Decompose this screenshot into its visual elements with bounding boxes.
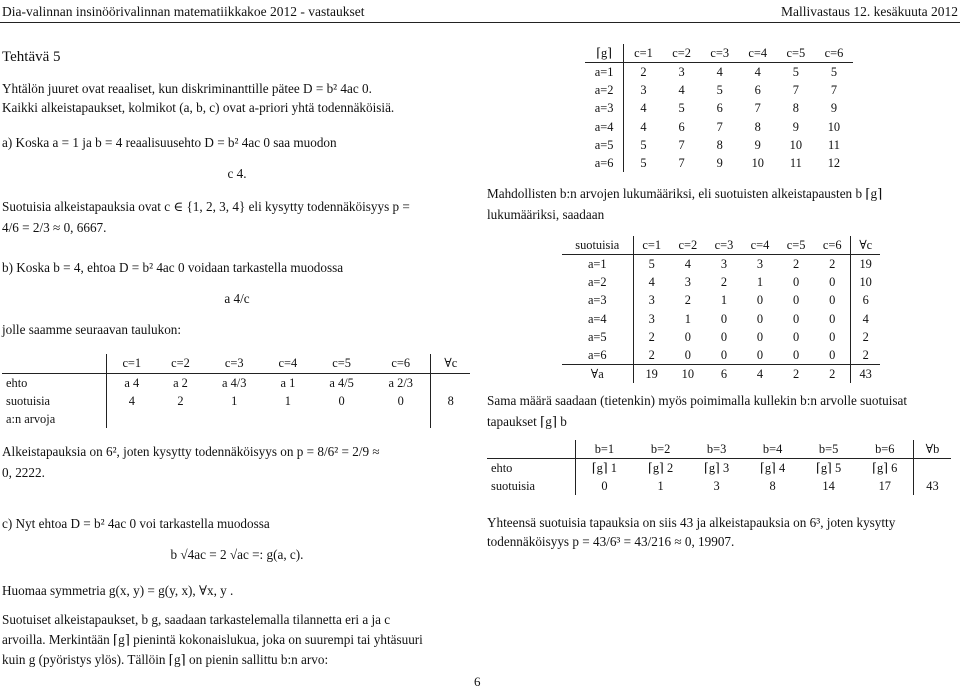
table-header-cell: c=5 bbox=[312, 354, 371, 373]
table-header-cell: b=2 bbox=[633, 440, 689, 459]
table-cell: 8 bbox=[716, 137, 723, 152]
sama-1: Sama määrä saadaan (tietenkin) myös poimimalla kullekin b:n arvolle suotuisat bbox=[487, 393, 908, 408]
table-cell: 6 bbox=[706, 364, 742, 383]
part-b-text: b) Koska b = 4, ehtoa D = b² 4ac 0 voidaan tarkastella muodossa bbox=[2, 260, 344, 275]
table-header-cell: suotuisia bbox=[562, 236, 633, 255]
table-header-cell: c=2 bbox=[663, 44, 701, 63]
table-cell: a 1 bbox=[280, 375, 296, 390]
table-cell: 4 bbox=[640, 101, 647, 116]
table-header-cell: c=3 bbox=[205, 354, 264, 373]
suotuisia-2: 4/6 = 2/3 ≈ 0, 6667. bbox=[2, 220, 107, 236]
table-cell: 5 bbox=[678, 101, 685, 116]
table-cell: 3 bbox=[713, 479, 720, 494]
table-cell: 3 bbox=[648, 311, 655, 326]
table-cell: a=4 bbox=[585, 118, 624, 136]
table-cell: a 4 bbox=[124, 375, 140, 390]
table-cell: a=1 bbox=[585, 63, 624, 82]
right-table-b-wrap bbox=[487, 440, 953, 495]
table-row bbox=[562, 291, 880, 309]
table-row bbox=[562, 364, 880, 383]
table-cell: 0 bbox=[720, 311, 728, 326]
table-cell: 4 bbox=[716, 65, 723, 80]
table-header-cell bbox=[2, 354, 107, 373]
table-cell: 10 bbox=[670, 364, 706, 383]
part-c-text: c) Nyt ehtoa D = b² 4ac 0 voi tarkastella muodossa bbox=[2, 516, 270, 532]
table-cell: 17 bbox=[857, 477, 914, 495]
table-cell: 0 bbox=[601, 479, 608, 494]
table-cell: 8 bbox=[769, 479, 776, 494]
table-cell: 0 bbox=[814, 328, 851, 346]
part-b-formula: a 4/c bbox=[224, 291, 250, 307]
table-header-cell: ⌈g⌉ bbox=[585, 44, 624, 63]
table-cell: 0 bbox=[684, 347, 691, 362]
table-cell: 10 bbox=[751, 155, 764, 170]
table-cell: 0 bbox=[338, 393, 345, 408]
table-cell: 2 bbox=[792, 257, 800, 272]
table-header-cell: c=2 bbox=[670, 236, 706, 255]
table-cell: ∀a bbox=[562, 364, 633, 383]
table-cell bbox=[431, 410, 470, 428]
table-cell: 2 bbox=[640, 65, 647, 80]
table-row bbox=[562, 255, 880, 274]
table-header-cell: c=4 bbox=[739, 44, 777, 63]
table-cell: 7 bbox=[678, 155, 685, 170]
table-header-cell: c=5 bbox=[777, 44, 815, 63]
table-cell: ehto bbox=[2, 373, 107, 392]
table-header-cell: c=6 bbox=[815, 44, 853, 63]
table-header-cell: c=2 bbox=[156, 354, 204, 373]
table-row bbox=[585, 154, 853, 172]
table-cell: 5 bbox=[716, 83, 723, 98]
right-table-s-wrap bbox=[562, 236, 882, 383]
table-cell: 7 bbox=[678, 137, 685, 152]
table-row bbox=[2, 373, 470, 392]
table-cell: 9 bbox=[830, 101, 838, 116]
table-ceil-g bbox=[585, 44, 853, 172]
table-row bbox=[585, 81, 853, 99]
table-cell: a 2 bbox=[173, 375, 188, 390]
table-cell: 0 bbox=[720, 347, 728, 362]
right-yhteensa bbox=[487, 514, 959, 550]
table-cell: 4 bbox=[678, 83, 685, 98]
table-cell: 9 bbox=[754, 137, 761, 152]
table-cell: a 4/5 bbox=[329, 375, 354, 390]
table-cell: 0 bbox=[814, 291, 851, 309]
table-row bbox=[2, 410, 470, 428]
table-cell: 12 bbox=[827, 155, 841, 170]
table-cell: 0 bbox=[814, 346, 851, 365]
table-cell: a=2 bbox=[585, 81, 624, 99]
mahdollisten-2: lukumääriksi, saadaan bbox=[487, 207, 605, 223]
table-cell: 4 bbox=[754, 65, 761, 80]
table-cell: 0 bbox=[371, 392, 431, 410]
table-cell: ⌈g⌉ 5 bbox=[816, 461, 842, 476]
table-cell: 5 bbox=[640, 155, 647, 170]
table-header-cell: ∀b bbox=[913, 440, 951, 459]
table-cell: 1 bbox=[284, 393, 291, 408]
table-row bbox=[2, 392, 470, 410]
part-a-text: a) Koska a = 1 ja b = 4 reaalisuusehto D = b² 4ac 0 saa muodon bbox=[2, 134, 337, 150]
table-cell: 7 bbox=[754, 101, 761, 116]
table-cell: a:n arvoja bbox=[2, 410, 107, 428]
table-cell: 8 bbox=[754, 119, 761, 134]
table-header-cell: c=1 bbox=[624, 44, 663, 63]
table-cell: 11 bbox=[827, 137, 840, 152]
table-cell bbox=[264, 410, 312, 428]
left-column-b bbox=[2, 259, 472, 428]
table-cell: 6 bbox=[716, 101, 723, 116]
table-row bbox=[585, 44, 853, 63]
table-cell: 10 bbox=[789, 137, 803, 152]
header-rule bbox=[0, 22, 960, 23]
table-row bbox=[585, 136, 853, 154]
table-row bbox=[562, 310, 880, 328]
table-row bbox=[585, 99, 853, 117]
table-cell: 7 bbox=[716, 119, 723, 134]
sama-2: tapaukset ⌈g⌉ b bbox=[487, 414, 567, 430]
page-number: 6 bbox=[474, 674, 481, 689]
table-row bbox=[585, 118, 853, 136]
table-cell: 4 bbox=[640, 119, 647, 134]
left-column bbox=[2, 48, 472, 236]
para-3: kuin g (pyöristys ylös). Tällöin ⌈g⌉ on pienin sallittu b:n arvo: bbox=[2, 652, 329, 668]
table-cell: a=4 bbox=[562, 310, 633, 328]
table-cell: 5 bbox=[648, 257, 655, 272]
table-cell: 5 bbox=[640, 137, 647, 152]
table-cell: 1 bbox=[756, 275, 764, 290]
table-suotuisia-ac bbox=[562, 236, 880, 383]
table-cell: 8 bbox=[447, 393, 454, 408]
table-cell: 7 bbox=[792, 83, 799, 98]
table-cell: 14 bbox=[822, 479, 835, 494]
table-cell: a=6 bbox=[585, 154, 624, 172]
table-cell: 1 bbox=[231, 393, 238, 408]
table-cell: 19 bbox=[859, 257, 872, 272]
table-cell: 2 bbox=[862, 347, 869, 362]
table-cell: 5 bbox=[830, 65, 838, 80]
table-row bbox=[562, 273, 880, 291]
table-cell: 0 bbox=[792, 311, 800, 326]
table-cell: 8 bbox=[792, 101, 799, 116]
table-row bbox=[2, 354, 470, 373]
table-header-cell: c=6 bbox=[814, 236, 851, 255]
table-cell: 5 bbox=[792, 65, 799, 80]
right-sama bbox=[487, 392, 959, 430]
table-cell: 10 bbox=[827, 119, 841, 134]
intro-1: Yhtälön juuret ovat reaaliset, kun diskriminanttille pätee D = b² 4ac 0. bbox=[2, 80, 372, 96]
symmetry-note: Huomaa symmetria g(x, y) = g(y, x), ∀x, y . bbox=[2, 582, 234, 598]
table-cell: 0 bbox=[814, 273, 851, 291]
table-cell: 7 bbox=[830, 83, 838, 98]
header-right: Mallivastaus 12. kesäkuuta 2012 bbox=[781, 4, 958, 19]
table-cell: ⌈g⌉ 4 bbox=[760, 461, 786, 476]
table-cell: 6 bbox=[862, 293, 869, 308]
table-header-cell: c=4 bbox=[264, 354, 312, 373]
table-cell: 2 bbox=[778, 364, 814, 383]
right-column-top bbox=[585, 44, 855, 172]
table-cell bbox=[205, 410, 264, 428]
table-cell: 6 bbox=[678, 119, 685, 134]
table-cell: 4 bbox=[648, 275, 655, 290]
table-cell: 9 bbox=[792, 119, 799, 134]
table-header-cell: b=6 bbox=[857, 440, 914, 459]
part-c-formula: b √4ac = 2 √ac =: g(a, c). bbox=[170, 547, 304, 563]
table-ehto-c bbox=[2, 354, 470, 428]
para-1: Suotuiset alkeistapaukset, b g, saadaan tarkastelemalla tilannetta eri a ja c bbox=[2, 611, 391, 627]
mahdollisten-1: Mahdollisten b:n arvojen lukumääriksi, eli suotuisten alkeistapausten b ⌈g⌉ bbox=[487, 186, 883, 201]
table-cell: 3 bbox=[648, 293, 655, 308]
table-cell: ehto bbox=[487, 459, 576, 478]
table-cell: a=3 bbox=[562, 291, 633, 309]
table-header-cell: c=5 bbox=[778, 236, 814, 255]
table-cell: 2 bbox=[814, 364, 851, 383]
table-cell: 4 bbox=[742, 364, 778, 383]
table-cell: 1 bbox=[684, 311, 691, 326]
table-cell: a=2 bbox=[562, 273, 633, 291]
yhteensa-2: todennäköisyys p = 43/6³ = 43/216 ≈ 0, 19907. bbox=[487, 534, 735, 550]
table-cell: 2 bbox=[720, 275, 728, 290]
table-cell: a=5 bbox=[562, 328, 633, 346]
table-cell: 43 bbox=[851, 364, 880, 383]
table-cell: ⌈g⌉ 3 bbox=[704, 461, 730, 476]
table-cell: 43 bbox=[926, 479, 939, 494]
table-row bbox=[585, 63, 853, 82]
table-cell: a 4/3 bbox=[221, 375, 247, 390]
table-cell: 3 bbox=[720, 257, 728, 272]
table-cell bbox=[371, 410, 431, 428]
table-cell: 4 bbox=[862, 311, 869, 326]
table-cell: 0 bbox=[756, 311, 764, 326]
table-cell: 1 bbox=[720, 293, 728, 308]
table-intro: jolle saamme seuraavan taulukon: bbox=[2, 322, 182, 338]
table-cell: 0 bbox=[720, 329, 728, 344]
table-cell bbox=[913, 459, 951, 478]
table-cell: 11 bbox=[789, 155, 802, 170]
part-a-formula: c 4. bbox=[227, 165, 247, 181]
table-cell: 0 bbox=[792, 293, 800, 308]
table-cell: ⌈g⌉ 6 bbox=[857, 459, 914, 478]
table-header-cell: c=3 bbox=[701, 44, 739, 63]
table-cell: 9 bbox=[716, 155, 723, 170]
table-cell: 6 bbox=[754, 83, 761, 98]
alkeistapauksia-1: Alkeistapauksia on 6², joten kysytty todennäköisyys on p = 8/6² = 2/9 ≈ bbox=[2, 444, 380, 459]
table-cell: 4 bbox=[128, 393, 135, 408]
para-2: arvoilla. Merkintään ⌈g⌉ pienintä kokonaislukua, joka on suurempi tai yhtäsuuri bbox=[2, 631, 423, 647]
table-row bbox=[487, 477, 951, 495]
table-cell: 0 bbox=[814, 310, 851, 328]
yhteensa-1: Yhteensä suotuisia tapauksia on siis 43 ja alkeistapauksia on 6³, joten kysytty bbox=[487, 515, 896, 530]
table-row bbox=[562, 328, 880, 346]
table-cell: 3 bbox=[640, 83, 647, 98]
table-header-cell: c=6 bbox=[371, 354, 431, 373]
table-cell: suotuisia bbox=[2, 392, 107, 410]
table-cell: 0 bbox=[756, 293, 764, 308]
table-header-cell: b=1 bbox=[576, 440, 633, 459]
table-cell bbox=[107, 410, 156, 428]
table-cell: 3 bbox=[756, 257, 764, 272]
table-cell: 4 bbox=[684, 257, 691, 272]
table-cell: ⌈g⌉ 2 bbox=[648, 461, 674, 476]
table-cell bbox=[156, 410, 204, 428]
table-header-cell: ∀c bbox=[851, 236, 880, 255]
page-header bbox=[0, 0, 960, 20]
table-row bbox=[487, 459, 951, 478]
suotuisia-1: Suotuisia alkeistapauksia ovat c ∈ {1, 2, 3, 4} eli kysytty todennäköisyys p = bbox=[2, 199, 410, 215]
table-cell: a=5 bbox=[585, 136, 624, 154]
table-cell: 1 bbox=[657, 479, 664, 494]
table-cell: 0 bbox=[756, 329, 764, 344]
table-header-cell: c=1 bbox=[107, 354, 156, 373]
table-cell: 10 bbox=[859, 275, 872, 290]
table-cell: 0 bbox=[756, 347, 764, 362]
task-title: Tehtävä 5 bbox=[2, 49, 61, 65]
table-cell: ⌈g⌉ 1 bbox=[591, 461, 617, 476]
table-header-cell bbox=[487, 440, 576, 459]
table-cell: 2 bbox=[648, 347, 655, 362]
table-cell: a=1 bbox=[562, 255, 633, 274]
table-cell: 0 bbox=[684, 329, 691, 344]
table-header-cell: b=5 bbox=[801, 440, 857, 459]
table-header-cell: c=3 bbox=[706, 236, 742, 255]
table-row bbox=[562, 346, 880, 365]
table-cell: 3 bbox=[678, 65, 685, 80]
table-cell: a 2/3 bbox=[371, 373, 431, 392]
table-header-cell: b=3 bbox=[689, 440, 745, 459]
table-cell: 19 bbox=[633, 364, 670, 383]
table-cell bbox=[312, 410, 371, 428]
left-column-c bbox=[2, 443, 472, 668]
table-row bbox=[562, 236, 880, 255]
table-cell: 2 bbox=[684, 293, 691, 308]
table-cell: 3 bbox=[684, 275, 691, 290]
table-header-cell: c=1 bbox=[633, 236, 670, 255]
table-cell: 0 bbox=[792, 275, 800, 290]
table-cell: 2 bbox=[177, 393, 184, 408]
table-ehto-b bbox=[487, 440, 951, 495]
table-cell: a=6 bbox=[562, 346, 633, 365]
table-cell: suotuisia bbox=[487, 477, 576, 495]
table-cell: 0 bbox=[792, 347, 800, 362]
table-header-cell: c=4 bbox=[742, 236, 778, 255]
table-cell: 0 bbox=[792, 329, 800, 344]
header-left: Dia-valinnan insinöörivalinnan matematiikkakoe 2012 - vastaukset bbox=[2, 4, 365, 19]
table-cell: 2 bbox=[862, 329, 869, 344]
alkeistapauksia-2: 0, 2222. bbox=[2, 465, 45, 481]
table-cell: a=3 bbox=[585, 99, 624, 117]
right-mahd bbox=[487, 185, 959, 223]
table-header-cell: b=4 bbox=[745, 440, 801, 459]
intro-2: Kaikki alkeistapaukset, kolmikot (a, b, c) ovat a-priori yhtä todennäköisiä. bbox=[2, 99, 395, 115]
table-cell bbox=[431, 373, 470, 392]
table-row bbox=[487, 440, 951, 459]
table-cell: 2 bbox=[648, 329, 655, 344]
table-header-cell: ∀c bbox=[431, 354, 470, 373]
table-cell: 2 bbox=[814, 255, 851, 274]
